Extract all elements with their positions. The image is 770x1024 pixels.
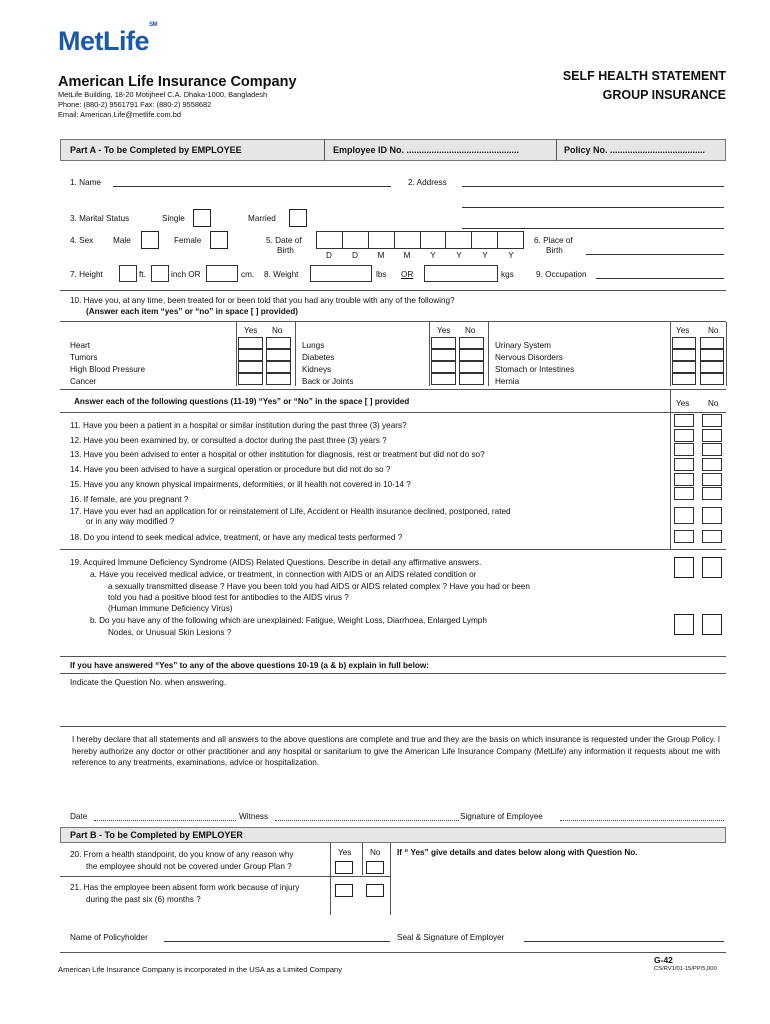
checkbox[interactable]: [266, 337, 291, 349]
q10-sub: (Answer each item “yes” or “no” in space [ ] provided): [86, 307, 299, 316]
signature-employee-input[interactable]: [560, 820, 724, 821]
q17-text-2: or in any way modified ?: [86, 517, 175, 526]
checkbox[interactable]: [702, 487, 722, 500]
single-label: Single: [162, 214, 185, 223]
checkbox[interactable]: [431, 349, 456, 361]
weight-lbs-input[interactable]: [310, 265, 372, 282]
witness-label: Witness: [239, 812, 269, 821]
checkbox[interactable]: [700, 337, 724, 349]
checkbox[interactable]: [702, 458, 722, 471]
name-label: 1. Name: [70, 178, 101, 187]
date-label: Date: [70, 812, 88, 821]
q11-16-checkboxes: [674, 414, 722, 500]
q21-text: 21. Has the employee been absent form work because of injury: [70, 883, 300, 892]
dob-input[interactable]: [316, 231, 524, 249]
checkbox[interactable]: [674, 429, 694, 442]
checkbox[interactable]: [700, 349, 724, 361]
list-item: Heart: [70, 341, 91, 350]
height-label: 7. Height: [70, 270, 103, 279]
married-checkbox[interactable]: [289, 209, 307, 227]
place-input[interactable]: [586, 254, 724, 255]
explain-textarea[interactable]: [60, 692, 726, 726]
footer-note: American Life Insurance Company is incorporated in the USA as a Limited Company: [58, 965, 343, 974]
female-checkbox[interactable]: [210, 231, 228, 249]
q19a-text-3: told you had a positive blood test for antibodies to the AIDS virus ?: [108, 593, 349, 602]
explain-heading: If you have answered “Yes” to any of the above questions 10-19 (a & b) explain in full below:: [70, 661, 429, 670]
q18-text: 18. Do you intend to seek medical advice, treatment, or have any medical tests performed ?: [70, 533, 403, 542]
checkbox[interactable]: [266, 361, 291, 373]
list-item: Stomach or Intestines: [495, 365, 575, 374]
q19a-text-1: a. Have you received medical advice, or treatment, in connection with AIDS or an AIDS related condition or: [90, 570, 477, 579]
q21-no-checkbox[interactable]: [366, 884, 384, 897]
checkbox[interactable]: [672, 373, 696, 385]
list-item: Kidneys: [302, 365, 332, 374]
checkbox[interactable]: [459, 361, 484, 373]
checkbox[interactable]: [672, 337, 696, 349]
weight-label: 8. Weight: [264, 270, 299, 279]
form-code: G-42: [654, 955, 673, 965]
question-item: 11. Have you been a patient in a hospital or similar institution during the past three (3) years?: [70, 421, 407, 430]
question-item: 15. Have you any known physical impairments, deformities, or ill health not covered in 10-14 ?: [70, 479, 411, 489]
list-item: Diabetes: [302, 353, 335, 362]
seal-signature-label: Seal & Signature of Employer: [397, 933, 505, 942]
address-input[interactable]: [462, 186, 724, 187]
checkbox[interactable]: [266, 373, 291, 385]
male-checkbox[interactable]: [141, 231, 159, 249]
list-item: Cancer: [70, 377, 97, 386]
part-b-heading: Part B - To be Completed by EMPLOYER: [70, 830, 243, 840]
checkbox[interactable]: [459, 349, 484, 361]
question-item: 12. Have you been examined by, or consulted a doctor during the past three (3) years ?: [70, 435, 387, 445]
address-input-2[interactable]: [462, 207, 724, 208]
metlife-logo: MetLife℠: [58, 22, 157, 56]
occupation-input[interactable]: [596, 278, 724, 279]
marital-label: 3. Marital Status: [70, 214, 130, 223]
checkbox[interactable]: [702, 473, 722, 486]
q10-checkboxes-col2: [431, 337, 484, 385]
place-label: 6. Place of: [534, 236, 573, 245]
q10-col3-list: [495, 340, 574, 388]
q21-yes-checkbox[interactable]: [335, 884, 353, 897]
or-label: OR: [401, 270, 414, 279]
single-checkbox[interactable]: [193, 209, 211, 227]
part-b-details-textarea[interactable]: [392, 862, 724, 914]
checkbox[interactable]: [700, 361, 724, 373]
q10-no-col3: No: [708, 326, 719, 335]
q19a-text-4: (Human Immune Deficiency Virus): [108, 604, 233, 613]
q19b-yes-checkbox[interactable]: [674, 614, 694, 635]
checkbox[interactable]: [459, 373, 484, 385]
dob-label-2: Birth: [277, 246, 294, 255]
q20-text-2: the employee should not be covered under Group Plan ?: [86, 862, 292, 871]
seal-signature-input[interactable]: [524, 941, 724, 942]
q19a-no-checkbox[interactable]: [702, 557, 722, 578]
form-title: SELF HEALTH STATEMENT: [562, 69, 726, 83]
list-item: Tumors: [70, 353, 98, 362]
checkbox[interactable]: [672, 349, 696, 361]
company-phone: Phone: (880-2) 9561791 Fax: (880-2) 9558682: [58, 100, 212, 109]
checkbox[interactable]: [431, 361, 456, 373]
q10-text: 10. Have you, at any time, been treated for or been told that you had any trouble with any of the following?: [70, 296, 455, 305]
checkbox[interactable]: [700, 373, 724, 385]
weight-kgs-input[interactable]: [424, 265, 498, 282]
company-name: American Life Insurance Company: [58, 74, 297, 90]
q19b-text-2: Nodes, or Unusual Skin Lesions ?: [108, 628, 232, 637]
list-item: Urinary System: [495, 341, 551, 350]
list-item: Lungs: [302, 341, 325, 350]
checkbox[interactable]: [266, 349, 291, 361]
q10-checkboxes-col1: [238, 337, 291, 385]
ft-label: ft.: [139, 270, 146, 279]
cm-label: cm.: [241, 270, 255, 279]
occupation-label: 9. Occupation: [536, 270, 587, 279]
checkbox[interactable]: [702, 443, 722, 456]
part-b-yes-header: Yes: [338, 848, 352, 857]
q11-19-instruction: Answer each of the following questions (11-19) “Yes” or “No” in the space [ ] provided: [74, 397, 410, 406]
witness-input[interactable]: [275, 820, 459, 821]
address-label: 2. Address: [408, 178, 447, 187]
q19a-text-2: a sexually transmitted disease ? Have you been told you had AIDS or AIDS related complex ? Have you had or been: [108, 582, 530, 591]
checkbox[interactable]: [238, 349, 263, 361]
q19b-text-1: b. Do you have any of the following which are unexplained: Fatigue, Weight Loss, Diarrhoea, Enlarged Lymph: [90, 616, 487, 625]
male-label: Male: [113, 236, 131, 245]
date-input[interactable]: [94, 820, 236, 821]
address-input-3[interactable]: [462, 228, 724, 229]
q18-yes-checkbox[interactable]: [674, 530, 694, 543]
q10-yes-col2: Yes: [437, 326, 451, 335]
place-label-2: Birth: [546, 246, 563, 255]
explain-indicate: Indicate the Question No. when answering.: [70, 678, 227, 687]
checkbox[interactable]: [702, 429, 722, 442]
signature-employee-label: Signature of Employee: [460, 812, 543, 821]
inch-or-label: inch OR: [171, 270, 201, 279]
policyholder-label: Name of Policyholder: [70, 933, 148, 942]
sex-label: 4. Sex: [70, 236, 94, 245]
q21-text-2: during the past six (6) months ?: [86, 895, 201, 904]
dob-label: 5. Date of: [266, 236, 302, 245]
q10-yes-col3: Yes: [676, 326, 690, 335]
checkbox[interactable]: [672, 361, 696, 373]
lbs-label: lbs: [376, 270, 387, 279]
q19-text: 19. Acquired Immune Deficiency Syndrome (AIDS) Related Questions. Describe in detail any affirmative answers.: [70, 558, 482, 567]
checkbox[interactable]: [238, 373, 263, 385]
question-item: 16. If female, are you pregnant ?: [70, 494, 189, 504]
checkbox[interactable]: [674, 487, 694, 500]
checkbox[interactable]: [459, 337, 484, 349]
checkbox[interactable]: [674, 443, 694, 456]
checkbox[interactable]: [674, 458, 694, 471]
q19b-no-checkbox[interactable]: [702, 614, 722, 635]
name-input[interactable]: [113, 186, 391, 187]
checkbox[interactable]: [702, 414, 722, 427]
q19a-yes-checkbox[interactable]: [674, 557, 694, 578]
q10-col1-list: [70, 340, 145, 388]
no-header: No: [708, 399, 719, 408]
list-item: High Blood Pressure: [70, 365, 146, 374]
q17-yes-checkbox[interactable]: [674, 507, 694, 524]
declaration-text: I hereby declare that all statements and all answers to the above questions are complete and true and they are the basis on which insurance is requested under the Group Policy. I hereby authorize any doctor or other practitioner and any hospital or sanitarium to give the American Life Insurance Company (MetLife) any information it requests about me with reference to any treatments, examinations, advice or hospitalization.: [72, 735, 720, 767]
list-item: Nervous Disorders: [495, 353, 563, 362]
q20-yes-checkbox[interactable]: [335, 861, 353, 874]
checkbox[interactable]: [674, 473, 694, 486]
q17-text: 17. Have you ever had an application for or reinstatement of Life, Accident or Health insurance declined, postponed, rated: [70, 507, 511, 516]
q10-yes-col1: Yes: [244, 326, 258, 335]
married-label: Married: [248, 214, 276, 223]
company-address: MetLife Building, 18-20 Motijheel C.A. Dhaka-1000, Bangladesh: [58, 90, 268, 99]
checkbox[interactable]: [674, 414, 694, 427]
height-inch-input[interactable]: [151, 265, 169, 282]
q10-col2-list: [302, 340, 353, 388]
checkbox[interactable]: [238, 337, 263, 349]
height-cm-input[interactable]: [206, 265, 238, 282]
q20-text: 20. From a health standpoint, do you know of any reason why: [70, 850, 294, 859]
employee-id-field[interactable]: Employee ID No. .............................................: [333, 145, 520, 155]
checkbox[interactable]: [431, 337, 456, 349]
list-item: Hernia: [495, 377, 520, 386]
q17-no-checkbox[interactable]: [702, 507, 722, 524]
part-b-details-label: If “ Yes” give details and dates below along with Question No.: [397, 848, 638, 857]
checkbox[interactable]: [431, 373, 456, 385]
company-email: Email: American.Life@metlife.com.bd: [58, 110, 181, 119]
part-b-no-header: No: [370, 848, 381, 857]
form-subtitle: GROUP INSURANCE: [602, 88, 726, 102]
question-item: 13. Have you been advised to enter a hospital or other institution for diagnosis, rest or treatment but did not do so?: [70, 450, 485, 460]
list-item: Back or Joints: [302, 377, 354, 386]
form-subcode: CS/RV1/01-15/PP/5,000: [654, 966, 717, 972]
q10-checkboxes-col3: [672, 337, 724, 385]
female-label: Female: [174, 236, 202, 245]
yes-header: Yes: [676, 399, 690, 408]
question-item: 14. Have you been advised to have a surgical operation or procedure but did not do so ?: [70, 465, 391, 475]
kgs-label: kgs: [501, 270, 514, 279]
policyholder-input[interactable]: [164, 941, 390, 942]
q10-no-col2: No: [465, 326, 476, 335]
q18-no-checkbox[interactable]: [702, 530, 722, 543]
checkbox[interactable]: [238, 361, 263, 373]
q20-no-checkbox[interactable]: [366, 861, 384, 874]
height-ft-input[interactable]: [119, 265, 137, 282]
policy-no-field[interactable]: Policy No. ......................................: [564, 145, 706, 155]
questions-list: [70, 419, 485, 507]
dob-format-letters: D D M M Y Y Y Y: [326, 251, 514, 260]
q10-no-col1: No: [272, 326, 283, 335]
part-a-heading: Part A - To be Completed by EMPLOYEE: [70, 145, 242, 155]
